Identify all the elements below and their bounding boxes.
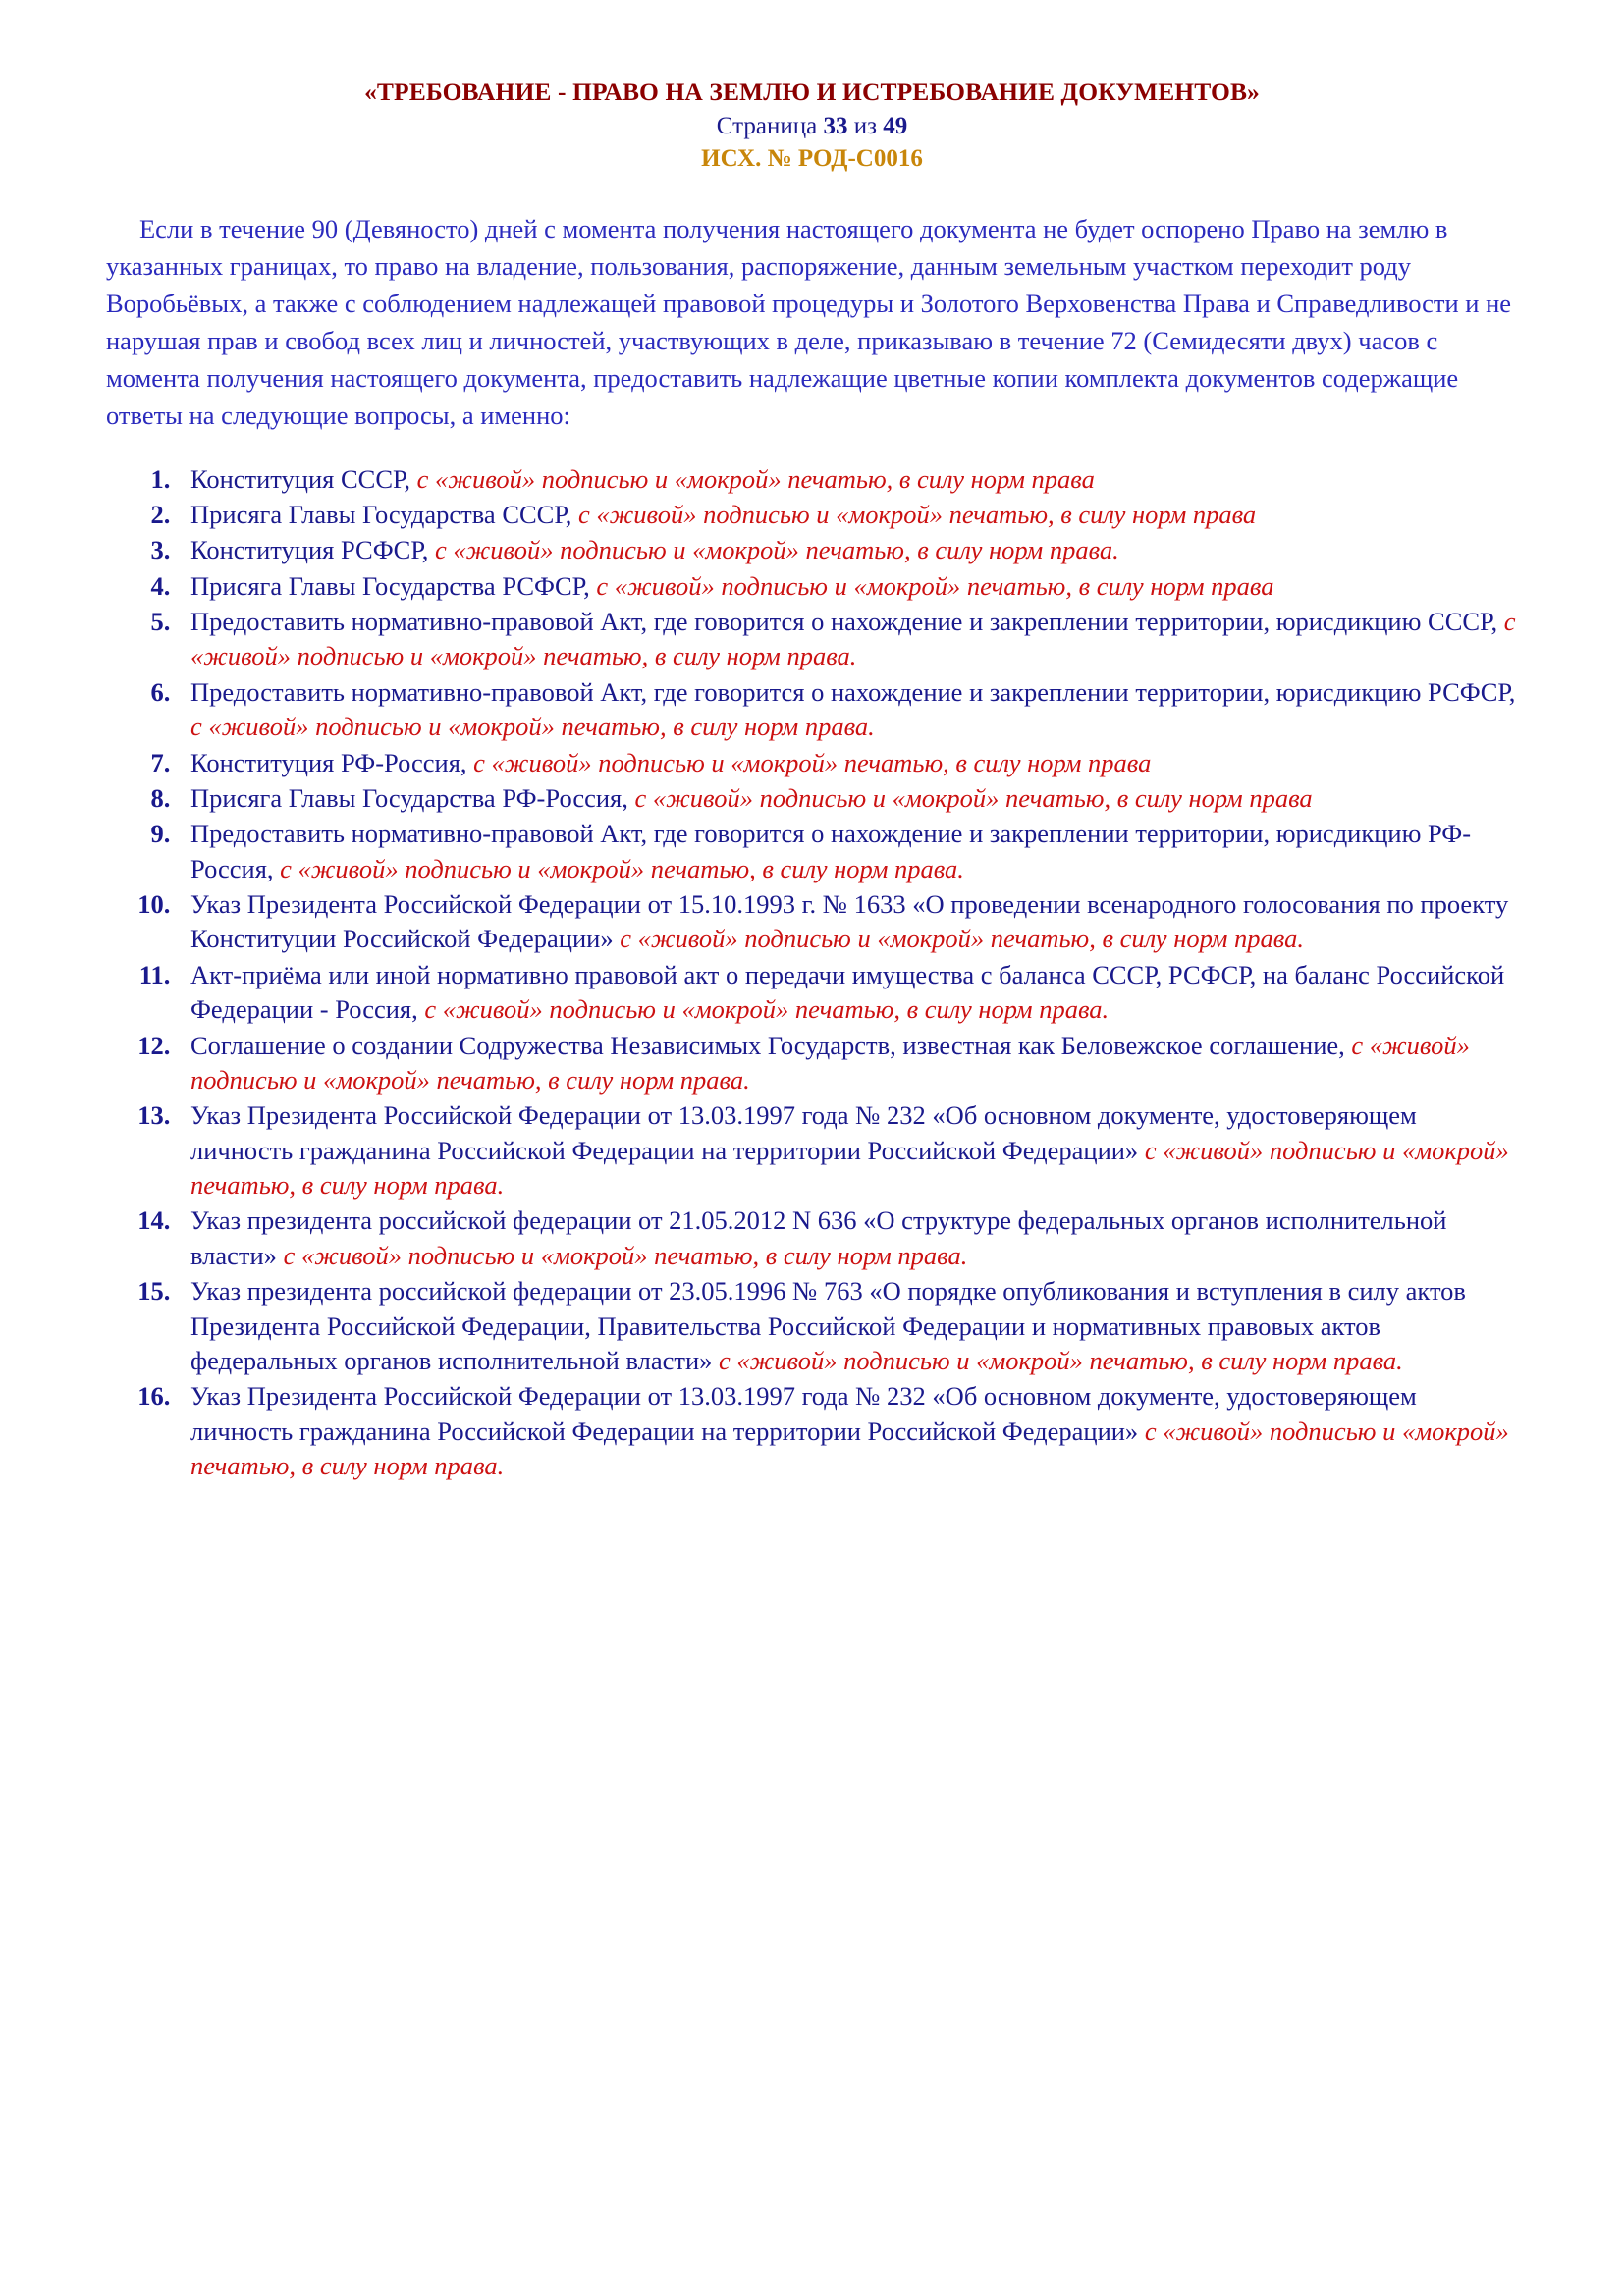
list-item-emphasis: с «живой» подписью и «мокрой» печатью, в силу норм права. <box>190 1135 1509 1201</box>
list-item-emphasis: с «живой» подписью и «мокрой» печатью, в силу норм права <box>596 570 1274 601</box>
list-item <box>177 1379 1518 1483</box>
requested-documents-list <box>106 462 1518 1484</box>
list-item <box>177 462 1518 497</box>
list-item-emphasis: с «живой» подписью и «мокрой» печатью, в силу норм права <box>473 747 1152 777</box>
list-item-text: Конституция РФ-Россия, <box>190 747 474 777</box>
document-header <box>106 77 1518 175</box>
list-item-emphasis: с «живой» подписью и «мокрой» печатью, в силу норм права. <box>435 535 1119 565</box>
page-current: 33 <box>823 112 848 139</box>
page-label-prefix: Страница <box>716 112 824 139</box>
intro-paragraph: Если в течение 90 (Девяносто) дней с момента получения настоящего документа не будет оспорено Право на землю в указанных границах, то право на владение, пользования, распоряжение, данным земельным участком переходит роду Воробьёвых, а также с соблюдением надлежащей правовой процедуры и Золотого Верховенства Права и Справедливости и не нарушая прав и свобод всех лиц и личностей, участвующих в деле, приказываю в течение 72 (Семидесяти двух) часов с момента получения настоящего документа, предоставить надлежащие цветные копии комплекта документов содержащие ответы на следующие вопросы, а именно: <box>106 213 1512 431</box>
page-number-line <box>106 111 1518 142</box>
list-item-emphasis: с «живой» подписью и «мокрой» печатью, в силу норм права. <box>190 607 1516 671</box>
list-item <box>177 1203 1518 1273</box>
list-item-text: Конституция РСФСР, <box>190 535 435 565</box>
list-item-text: Соглашение о создании Содружества Независимых Государств, известная как Беловежское соглашение, <box>190 1030 1352 1060</box>
list-item-emphasis: с «живой» подписью и «мокрой» печатью, в силу норм права. <box>190 1415 1509 1481</box>
list-item <box>177 605 1518 674</box>
list-item-text: Указ Президента Российской Федерации от 15.10.1993 г. № 1633 «О проведении всенародного голосования по проекту Конституции Российской Федерации» <box>190 889 1509 954</box>
list-item <box>177 887 1518 957</box>
list-item <box>177 746 1518 780</box>
page-title: «ТРЕБОВАНИЕ - ПРАВО НА ЗЕМЛЮ И ИСТРЕБОВАНИЕ ДОКУМЕНТОВ» <box>364 78 1260 106</box>
list-item <box>177 533 1518 567</box>
list-item-text: Указ президента российской федерации от 21.05.2012 N 636 «О структуре федеральных органов исполнительной власти» <box>190 1205 1447 1270</box>
list-item-text: Акт-приёма или иной нормативно правовой акт о передачи имущества с баланса СССР, РСФСР, на баланс Российской Федерации - Россия, <box>190 959 1505 1025</box>
list-item <box>177 1098 1518 1202</box>
list-item <box>177 569 1518 604</box>
list-item <box>177 1029 1518 1098</box>
list-item-text: Присяга Главы Государства СССР, <box>190 499 579 529</box>
list-item-emphasis: с «живой» подписью и «мокрой» печатью, в силу норм права. <box>424 994 1110 1025</box>
list-item-emphasis: с «живой» подписью и «мокрой» печатью, в силу норм права. <box>190 712 875 742</box>
list-item <box>177 1274 1518 1378</box>
page-of: из <box>847 112 884 139</box>
list-item-emphasis: с «живой» подписью и «мокрой» печатью, в силу норм права. <box>280 853 964 883</box>
list-item <box>177 958 1518 1028</box>
list-item-text: Присяга Главы Государства РФ-Россия, <box>190 782 635 813</box>
list-item-emphasis: с «живой» подписью и «мокрой» печатью, в силу норм права. <box>190 1030 1470 1095</box>
document-reference: ИСХ. № РОД-С0016 <box>701 144 923 172</box>
list-item-emphasis: с «живой» подписью и «мокрой» печатью, в силу норм права <box>416 463 1095 494</box>
list-item-text: Конституция СССР, <box>190 463 417 494</box>
list-item-text: Указ Президента Российской Федерации от 13.03.1997 года № 232 «Об основном документе, удостоверяющем личность гражданина Российской Федерации на территории Российской Федерации» <box>190 1100 1417 1165</box>
list-item-text: Предоставить нормативно-правовой Акт, где говорится о нахождение и закреплении территории, юрисдикцию СССР, <box>190 607 1504 637</box>
list-item-text: Предоставить нормативно-правовой Акт, где говорится о нахождение и закреплении территории, юрисдикцию РФ-Россия, <box>190 819 1472 883</box>
list-item-emphasis: с «живой» подписью и «мокрой» печатью, в силу норм права <box>578 499 1257 529</box>
page-total: 49 <box>883 112 908 139</box>
list-item-emphasis: с «живой» подписью и «мокрой» печатью, в силу норм права <box>634 782 1313 813</box>
list-item <box>177 498 1518 532</box>
list-item-text: Указ президента российской федерации от 23.05.1996 № 763 «О порядке опубликования и вступления в силу актов Президента Российской Федерации, Правительства Российской Федерации и нормативных правовых актов федеральных органов исполнительной власти» <box>190 1276 1466 1375</box>
list-item-emphasis: с «живой» подписью и «мокрой» печатью, в силу норм права. <box>719 1345 1403 1375</box>
list-item <box>177 675 1518 745</box>
list-item-emphasis: с «живой» подписью и «мокрой» печатью, в силу норм права. <box>283 1240 968 1270</box>
list-item <box>177 781 1518 816</box>
list-item-text: Предоставить нормативно-правовой Акт, где говорится о нахождение и закреплении территории, юрисдикцию РСФСР, <box>190 676 1516 707</box>
list-item <box>177 817 1518 886</box>
list-item-emphasis: с «живой» подписью и «мокрой» печатью, в силу норм права. <box>620 924 1305 954</box>
list-item-text: Указ Президента Российской Федерации от 13.03.1997 года № 232 «Об основном документе, удостоверяющем личность гражданина Российской Федерации на территории Российской Федерации» <box>190 1381 1417 1446</box>
list-item-text: Присяга Главы Государства РСФСР, <box>190 570 597 601</box>
